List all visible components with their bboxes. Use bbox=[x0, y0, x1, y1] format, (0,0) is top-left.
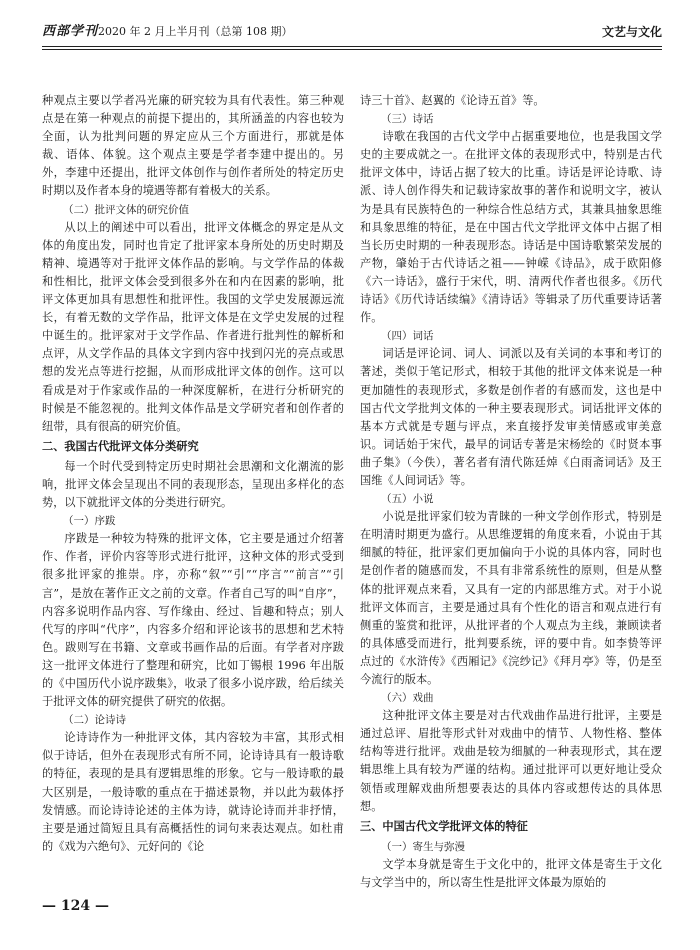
body-paragraph: 这种批评文体主要是对古代戏曲作品进行批评，主要是通过总评、眉批等形式针对戏曲中的情节、人物性格、整体结构等进行批评。戏曲是较为细腻的一种表现形式，其在逻辑思维上具有较为严谨的结构。通过批评可以更好地让受众领悟或理解戏曲所想要表达的具体内容或想传达的具体思想。 bbox=[360, 709, 662, 813]
subsection-heading: （三）诗话 bbox=[381, 113, 434, 126]
body-paragraph: 每一个时代受到特定历史时期社会思潮和文化潮流的影响，批评文体会呈现出不同的表现形态，呈现出多样化的态势，以下就批评文体的分类进行研究。 bbox=[42, 459, 344, 510]
header-rule bbox=[42, 46, 662, 47]
subsection-heading: （六）戏曲 bbox=[381, 692, 434, 705]
subsection-heading: （二）批评文体的研究价值 bbox=[63, 203, 189, 216]
section-heading: 二、我国古代批评文体分类研究 bbox=[42, 439, 199, 453]
section-name: 文艺与文化 bbox=[601, 25, 662, 39]
body-paragraph: 诗三十首》、赵翼的《论诗五首》等。 bbox=[360, 94, 545, 107]
body-paragraph: 文学本身就是寄生于文化中的，批评文体是寄生于文化与文学当中的，所以寄生性是批评文体最为原始的 bbox=[360, 857, 662, 890]
subsection-heading: （一）寄生与弥漫 bbox=[381, 840, 465, 853]
journal-logo: 西部学刊 bbox=[42, 24, 99, 39]
body-paragraph: 小说是批评家们较为青睐的一种文学创作形式，特别是在明清时期更为盛行。从思维逻辑的角度来看，小说由于其细腻的特征，批评家们更加偏向于小说的具体内容，同时也是创作者的随感而发，不具有非常系统性的原则，但是从整体的批评观点来看，又具有一定的内部思维方式。对于小说批评文体而言，主要是通过具有个性化的语言和观点进行有侧重的鉴赏和批评，从批评者的个人观点为主线，兼顾读者的具体感受而进行，批判要系统，评的要中肯。如李贽等评点过的《水浒传》《西厢记》《浣纱记》《拜月亭》等，仍是至今流行的版本。 bbox=[360, 510, 662, 686]
body-paragraph: 从以上的阐述中可以看出，批评文体概念的界定是从文体的角度出发，同时也肯定了批评家本身所处的历史时期及精神、境遇等对于批评文体作品的影响。与文学作品的体裁和性相比，批评文体会受到很多外在和内在因素的影响，批评文体更加具有思想性和批评性。我国的文学史发展源远流长，有着无数的文学作品，批评文体是在文学史发展的过程中诞生的。批评家对于文学作品、作者进行批判性的解析和点评，从文学作品的具体文字到内容中找到闪光的亮点或思想的发光点等进行挖掘，从而形成批评文体的创作。这可以看成是对于作家或作品的一种深度解析，在进行分析研究的时候是不能忽视的。批判文体作品是文学研究者和创作者的纽带，具有很高的研究价值。 bbox=[42, 220, 344, 433]
section-heading: 三、中国古代文学批评文体的特征 bbox=[360, 819, 528, 833]
subsection-heading: （四）词话 bbox=[381, 330, 434, 343]
body-paragraph: 种观点主要以学者冯光廉的研究较为具有代表性。第三种观点是在第一种观点的前提下提出的，其所涵盖的内容也较为全面，认为批判问题的界定应从三个方面进行，那就是体裁、语体、体貌。这个观点主要是学者李建中提出的。另外，李建中还提出，批评文体创作与创作者所处的特定历史时期以及作者本身的境遇等都有着极大的关系。 bbox=[42, 94, 344, 198]
page-number: — 124 — bbox=[42, 898, 109, 914]
subsection-heading: （一）序跋 bbox=[63, 515, 116, 528]
body-paragraph: 诗歌在我国的古代文学中占据重要地位，也是我国文学史的主要成就之一。在批评文体的表现形式中，特别是古代批评文体中，诗话占据了较大的比重。诗话是评论诗歌、诗派、诗人创作得失和记载诗家故事的著作和说明文字，被认为是具有民族特色的一种综合性总结方式，其兼具抽象思维和具象思维的特征，是在中国古代文学批评文体中占据了相当长历史时期的一种表现形态。诗话是中国诗歌繁荣发展的产物，肇始于古代诗话之祖——钟嵘《诗品》，成于欧阳修《六一诗话》，盛行于宋代，明、清两代作者也很多。《历代诗话》《历代诗话续编》《清诗话》等辑录了历代重要诗话著作。 bbox=[360, 130, 662, 325]
issue-info: 2020 年 2 月上半月刊（总第 108 期） bbox=[98, 25, 293, 38]
subsection-heading: （五）小说 bbox=[381, 493, 434, 506]
body-paragraph: 词话是评论词、词人、词派以及有关词的本事和考订的著述，类似于笔记形式，相较于其他的批评文体来说是一种更加随性的表现形式，多数是创作者的有感而发，这也是中国古代文学批判文体的一种主要表现形式。词话批评文体的基本方式就是专题与评点，来直接抒发审美情感或审美意识。词话始于宋代，最早的词话专著是宋杨绘的《时贤本事曲子集》（今佚），著名者有清代陈廷焯《白雨斋词话》及王国维《人间词话》等。 bbox=[360, 347, 662, 487]
body-paragraph: 论诗诗作为一种批评文体，其内容较为丰富，其形式相似于诗话，但外在表现形式有所不同，论诗诗具有一般诗歌的特征，表现的是具有逻辑思维的形象。它与一般诗歌的最大区别是，一般诗歌的重点在于描述景物，并以此为载体抒发情感。而论诗诗论述的主体为诗，就诗论诗而并非抒情，主要是通过简短且具有高概括性的词句来表达观点。如杜甫的《戏为六绝句》、元好问的《论 bbox=[42, 731, 344, 853]
masthead bbox=[42, 22, 293, 42]
left-column bbox=[42, 92, 344, 892]
body-paragraph: 序跋是一种较为特殊的批评文体，它主要是通过介绍著作、作者，评价内容等形式进行批评，这种文体的形式受到很多批评家的推崇。序，亦称“叙”“引”“序言”“前言”“引言”，是放在著作正文之前的文章。作者自己写的叫“自序”，内容多说明作品内容、写作缘由、经过、旨趣和特点；别人代写的序叫“代序”，内容多介绍和评论该书的思想和艺术特色。跋则写在书籍、文章或书画作品的后面。有学者对序跋这一批评文体进行了整理和研究，比如丁锡根 1996 年出版的《中国历代小说序跋集》，收录了很多小说序跋，给后续关于批评文体的研究提供了研究的依据。 bbox=[42, 532, 344, 709]
subsection-heading: （二）论诗诗 bbox=[63, 714, 126, 727]
page-header bbox=[42, 22, 662, 46]
right-column bbox=[360, 92, 662, 892]
header-rule-thin bbox=[42, 49, 662, 50]
